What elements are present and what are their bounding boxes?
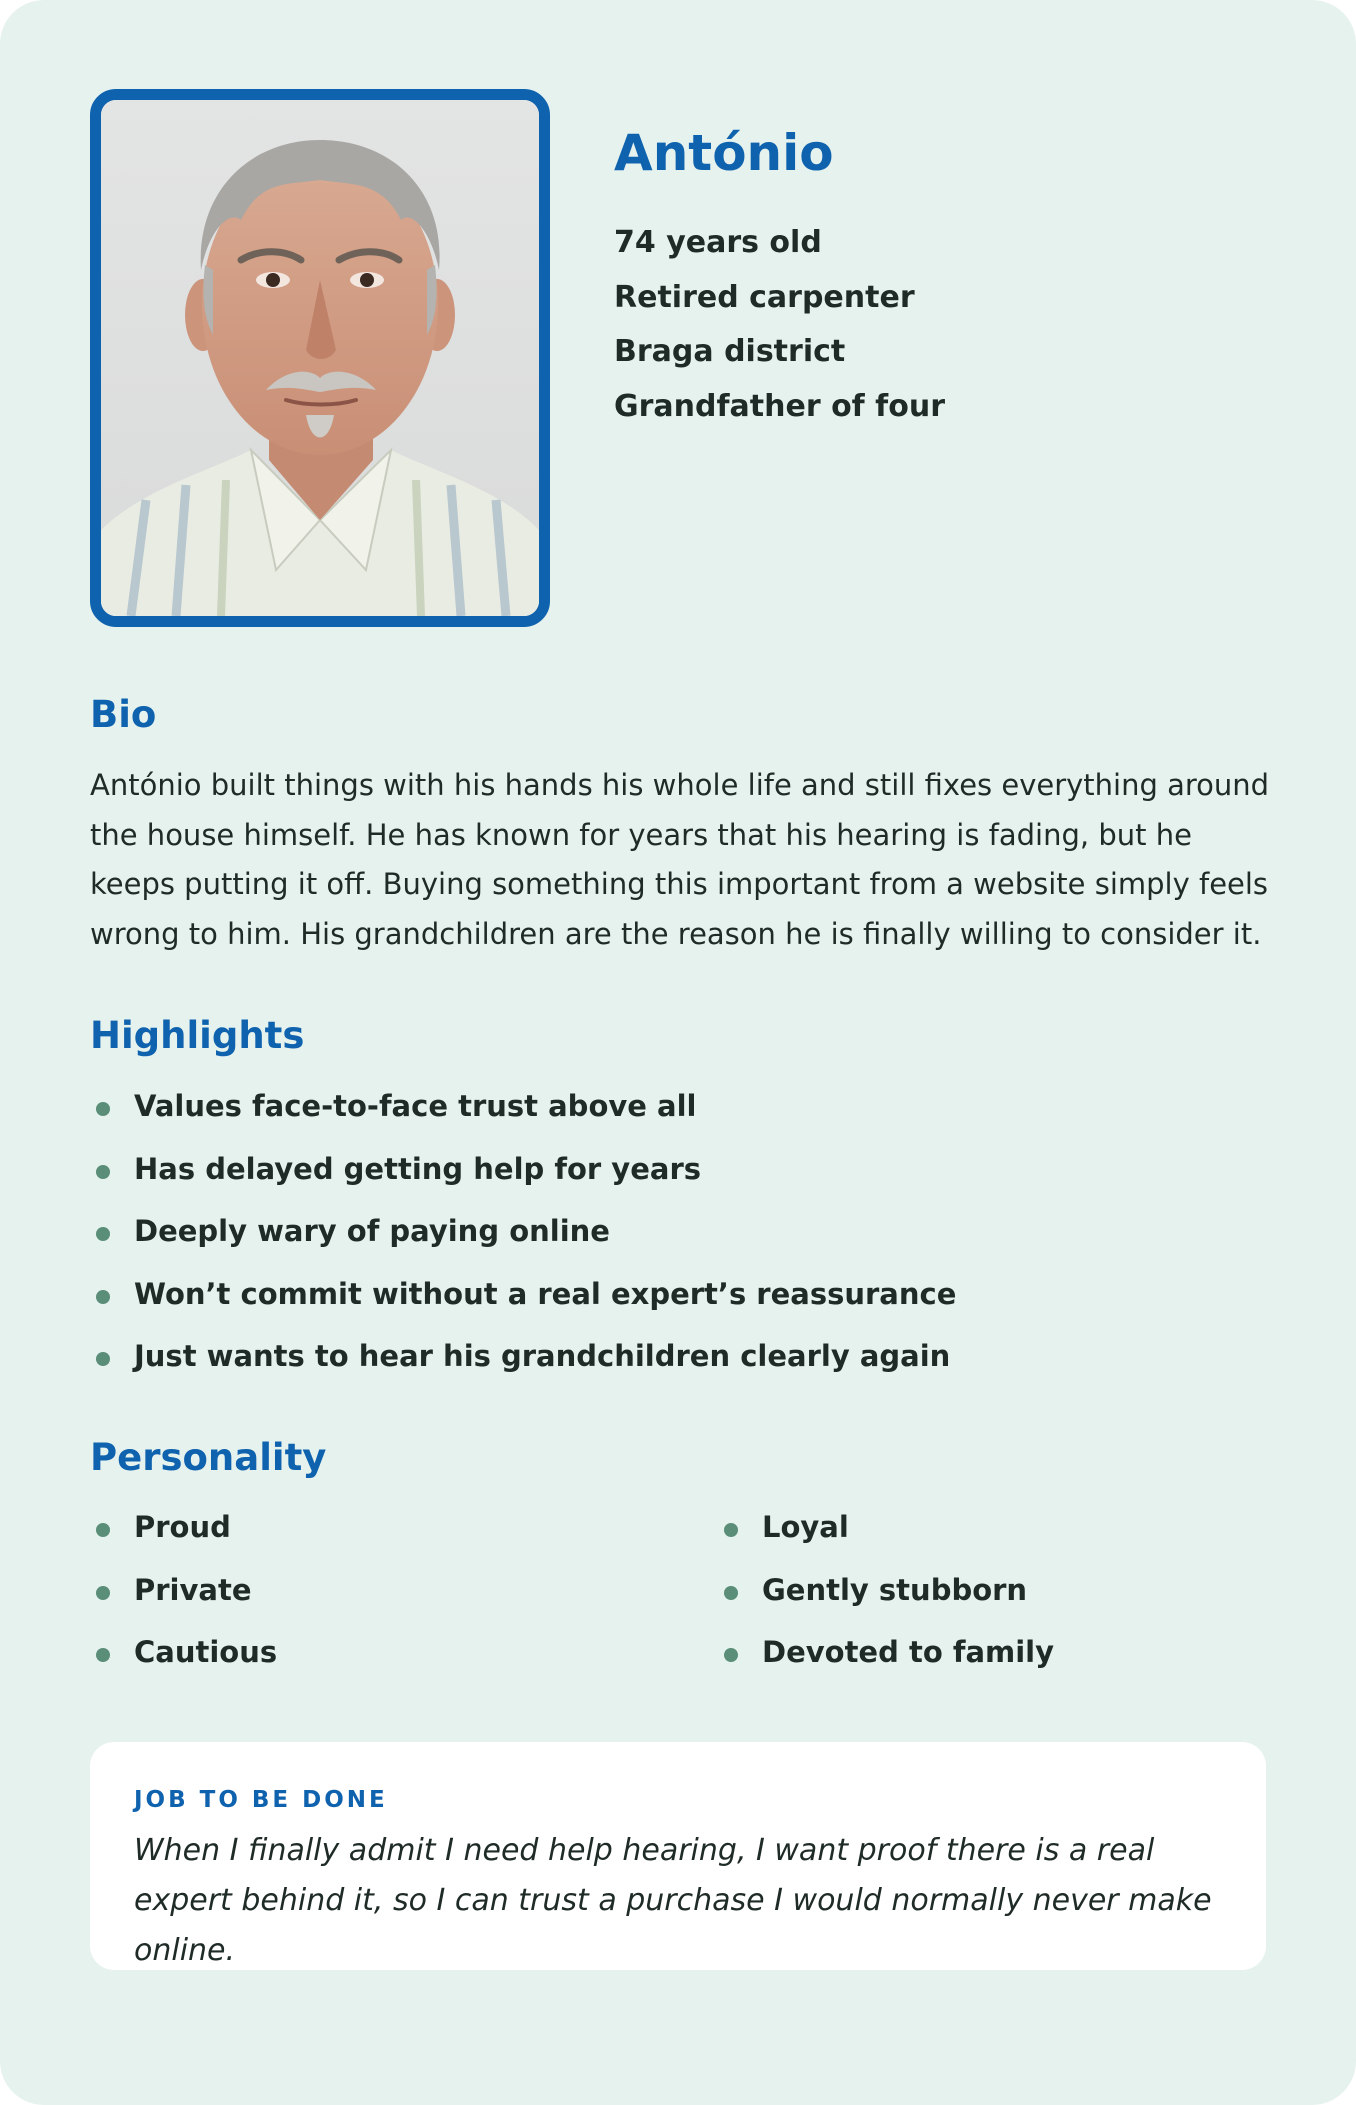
trait-text: Cautious [134, 1635, 278, 1669]
bullet-dot-icon [96, 1102, 110, 1116]
bullet-dot-icon [96, 1165, 110, 1179]
fact-family: Grandfather of four [614, 388, 945, 424]
bio-heading: Bio [90, 693, 157, 736]
fact-location: Braga district [614, 334, 846, 369]
personality-heading: Personality [90, 1436, 327, 1479]
highlight-text: Deeply wary of paying online [134, 1214, 610, 1248]
bullet-dot-icon [96, 1290, 110, 1304]
job-to-be-done-label: JOB TO BE DONE [134, 1787, 388, 1813]
bio-text: António built things with his hands his whole life and still fixes everything around the house himself. He has known for years that his hearing is fading, but he keeps putting it off. Buying something this important from a website simply feels wrong to him. His grandchildren are the reason he is finally willing to consider it. [90, 768, 1270, 951]
personality-trait [90, 1496, 277, 1559]
highlight-text: Won’t commit without a real expert’s reassurance [134, 1276, 957, 1311]
bullet-dot-icon [724, 1648, 738, 1662]
persona-name: António [614, 124, 834, 182]
personality-list-left [90, 1496, 277, 1684]
highlight-text: Has delayed getting help for years [134, 1151, 702, 1186]
persona-photo [90, 89, 550, 627]
trait-text: Devoted to family [762, 1635, 1055, 1669]
personality-trait [90, 1621, 277, 1684]
job-to-be-done-box [90, 1742, 1266, 1970]
job-to-be-done-quote: When I finally admit I need help hearing, I want proof there is a real expert behind it, so I can trust a purchase I would normally never make online. [134, 1833, 1212, 1968]
highlight-item [90, 1138, 956, 1201]
highlight-item [90, 1075, 956, 1138]
bullet-dot-icon [96, 1227, 110, 1241]
highlights-list [90, 1075, 956, 1388]
portrait-illustration [101, 100, 539, 616]
trait-text: Private [134, 1572, 252, 1607]
bullet-dot-icon [96, 1523, 110, 1537]
highlight-item [90, 1325, 956, 1388]
trait-text: Proud [134, 1510, 231, 1544]
trait-text: Loyal [762, 1510, 849, 1544]
personality-trait [718, 1496, 1054, 1559]
highlights-heading: Highlights [90, 1014, 305, 1057]
personality-trait [718, 1559, 1054, 1622]
highlight-item [90, 1263, 956, 1326]
bullet-dot-icon [724, 1523, 738, 1537]
bullet-dot-icon [96, 1586, 110, 1600]
fact-age: 74 years old [614, 225, 822, 260]
personality-trait [90, 1559, 277, 1622]
persona-facts [614, 216, 945, 434]
highlight-text: Just wants to hear his grandchildren clearly again [134, 1339, 951, 1373]
bullet-dot-icon [724, 1586, 738, 1600]
fact-occupation: Retired carpenter [614, 279, 915, 315]
trait-text: Gently stubborn [762, 1572, 1028, 1607]
highlight-item [90, 1200, 956, 1263]
personality-trait [718, 1621, 1054, 1684]
bullet-dot-icon [96, 1648, 110, 1662]
personality-list-right [718, 1496, 1054, 1684]
highlight-text: Values face-to-face trust above all [134, 1089, 697, 1123]
bullet-dot-icon [96, 1352, 110, 1366]
